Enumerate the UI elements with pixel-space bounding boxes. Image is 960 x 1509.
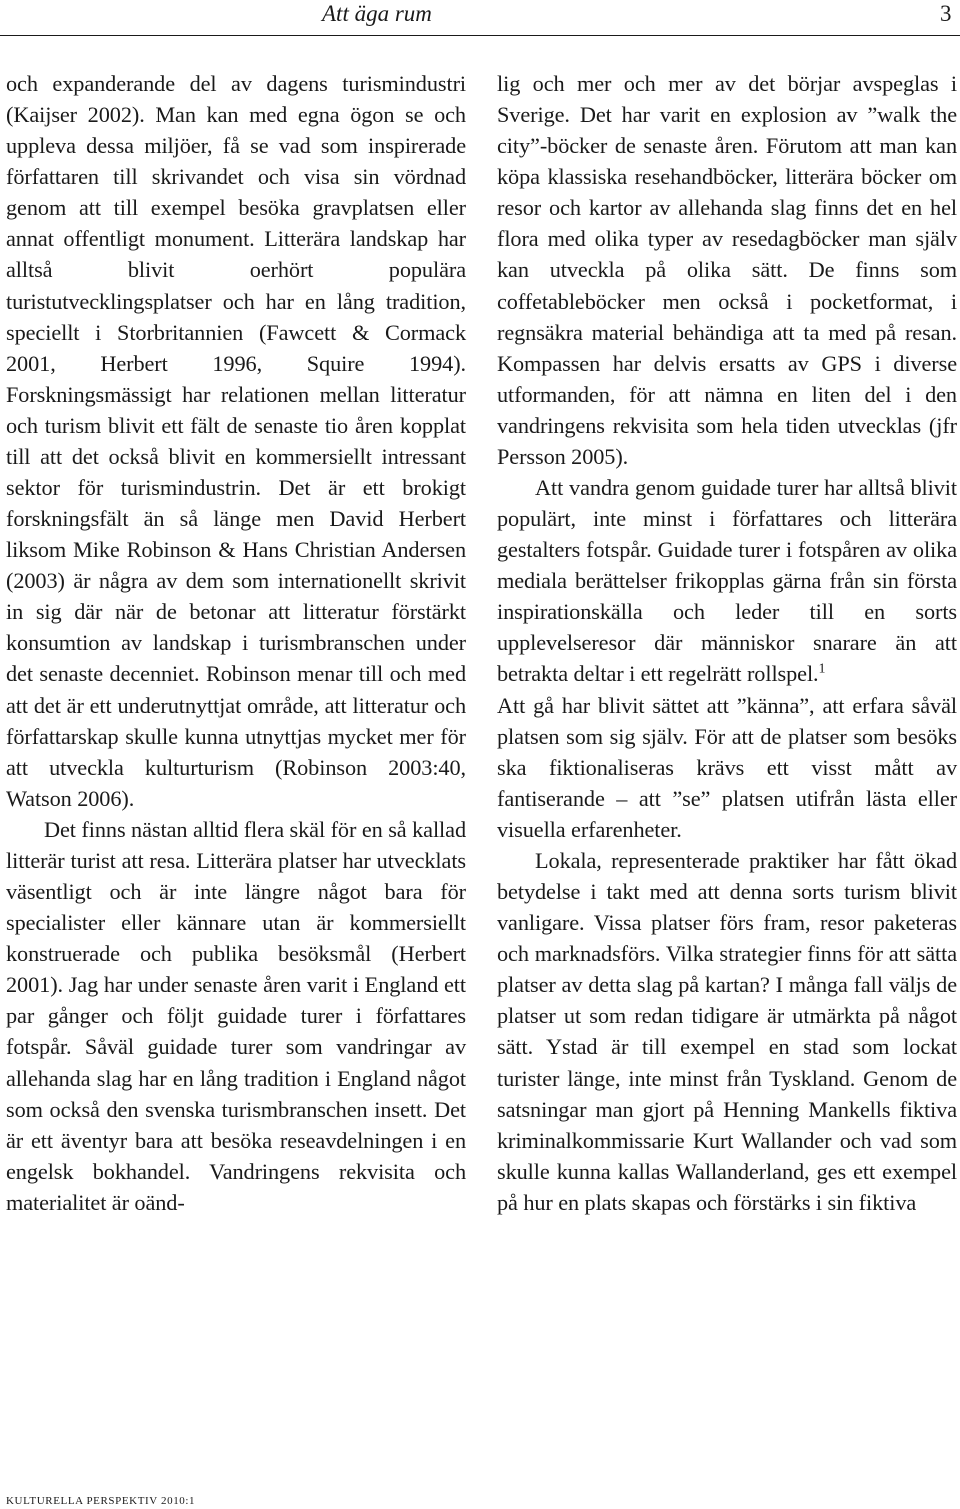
header-rule — [0, 35, 960, 36]
paragraph: Lokala, representerade praktiker har fått ökad betydelse i takt med att denna sorts turism blivit vanligare. Vissa platser förs fram, resor paketeras och marknadsförs. Vilka strategier finns för att sätta platser av detta slag på kartan? I många fall väljs de platser ut som redan tidigare är utmärkta på något sätt. Ystad är till exempel en stad som lockat turister länge, inte minst från Tyskland. Genom de satsningar man gjort på Henning Mankells fiktiva kriminalkommissarie Kurt Wallander och vad som skulle kunna kallas Wallanderland, ges ett exempel på hur en plats skapas och förstärks i sin fiktiva — [497, 847, 957, 1215]
running-title: Att äga rum — [322, 1, 432, 26]
paragraph-continued: Att gå har blivit sättet att ”känna”, att erfara såväl platsen som sig själv. För att de platser som besöks ska fiktionaliseras krävs ett visst mått av fantiserande – att ”se” platsen utifrån lästa eller visuella erfarenheter. — [497, 692, 957, 842]
page-number: 3 — [940, 1, 952, 26]
right-column — [497, 68, 957, 1218]
journal-footer: KULTURELLA PERSPEKTIV 2010:1 — [6, 1495, 196, 1507]
paragraph-with-footnote — [497, 472, 957, 690]
paragraph-continued: och expanderande del av dagens turismindustri (Kaijser 2002). Man kan med egna ögon se och uppleva dessa miljöer, få se vad som inspirerade författaren till skrivandet och visa sin vördnad genom att till exempel besöka gravplatsen eller annat offentligt monument. Litterära landskap har alltså blivit oerhört populära turistutvecklingsplatser och har en lång tradition, speciellt i Storbritannien (Fawcett & Cormack 2001, Herbert 1996, Squire 1994). Forskningsmässigt har relationen mellan litteratur och turism blivit ett fält de senaste tio åren kopplat till att det också blivit en kommersiellt intressant sektor för turismindustrin. Det är ett brokigt forskningsfält än så länge men David Herbert liksom Mike Robinson & Hans Christian Andersen (2003) är några av dem som internationellt skrivit in sig där när de betonar att litteratur förstärkt konsumtion av landskap i turismbranschen under det senaste decenniet. Robinson menar till och med att det är ett underutnyttjat område, att litteratur och författarskap skulle kunna utnyttjas mycket mer för att utveckla kulturturism (Robinson 2003:40, Watson 2006). — [6, 71, 466, 811]
paragraph-continued: lig och mer och mer av det börjar avspeglas i Sverige. Det har varit en explosion av ”walk the city”-böcker de senaste åren. Förutom att man kan köpa klassiska resehandböcker, litterära böcker om resor och kartor av allehanda slag finns det en hel flora med olika typer av resedagböcker man själv kan utveckla på olika sätt. De finns som coffetableböcker men också i pocketformat, i regnsäkra material behändiga att ta med på resan. Kompassen har delvis ersatts av GPS i diverse utformanden, för att nämna en liten del i den vandringens rekvisita som hela tiden utvecklas (jfr Persson 2005). — [497, 71, 957, 469]
page-header — [0, 0, 960, 46]
footnote-marker[interactable]: 1 — [818, 662, 826, 678]
left-column — [6, 68, 466, 1218]
paragraph: Det finns nästan alltid flera skäl för en så kallad litterär turist att resa. Litterära platser har utvecklats väsentligt och är inte längre något bara för specialister eller kännare utan är kommersiellt konstruerade och publika besöksmål (Herbert 2001). Jag har under senaste åren varit i England ett par gånger och följt guidade turer i författares fotspår. Såväl guidade turer som vandringar av allehanda slag har en lång tradition i England något som också den svenska turismbranschen insett. Det är ett äventyr bara att besöka reseavdelningen i en engelsk bokhandel. Vandringens rekvisita och materialitet är oänd- — [6, 816, 466, 1215]
paragraph-text: Att vandra genom guidade turer har alltså blivit populärt, inte minst i författares och litterära gestalters fotspår. Guidade turer i fotspåren av olika mediala berättelser frikopplas gärna från sin första inspirationskälla och leder till en sorts upplevelseresor där människor snarare än att betrakta deltar i ett regelrätt rollspel. — [497, 475, 957, 687]
